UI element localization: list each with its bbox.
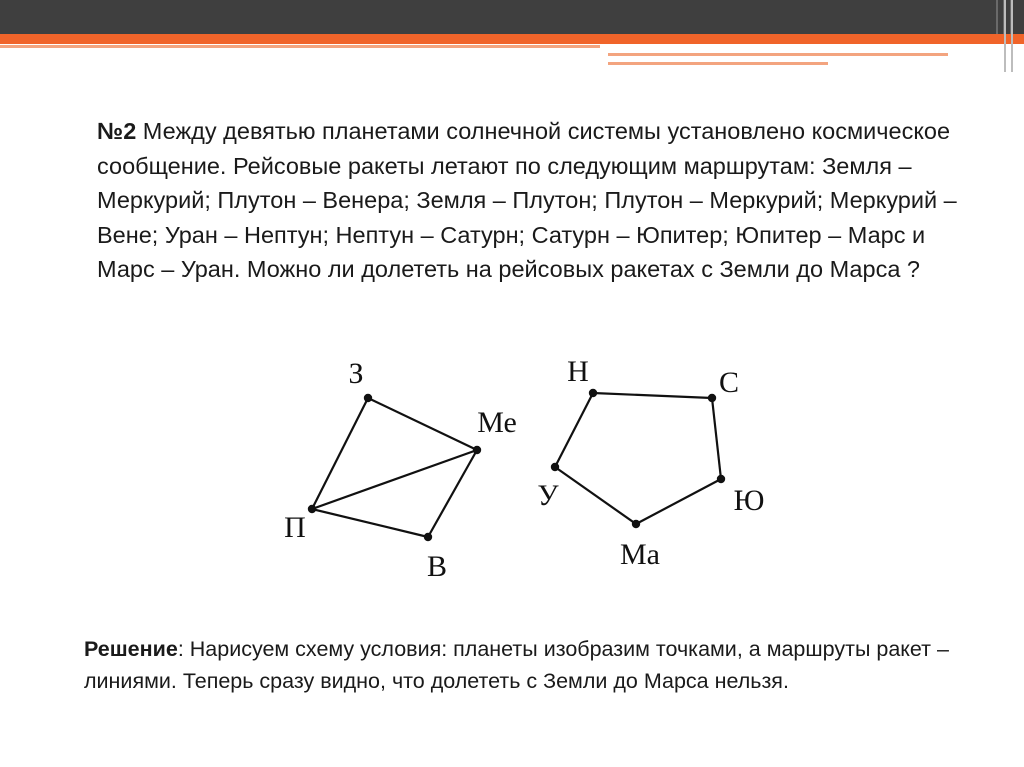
solution-text: [84, 634, 964, 697]
graph-node-p: [308, 505, 316, 513]
solution-label: Решение: [84, 637, 178, 661]
problem-number: №2: [97, 118, 137, 144]
graph-label-ma: Ма: [620, 538, 660, 571]
graph-label-u: У: [537, 479, 559, 512]
graph-edge-yu-ma: [636, 479, 721, 524]
problem-body: Между девятью планетами солнечной системы установлено космическое сообщение. Рейсовые ракеты летают по следующим маршрутам: Земля – Меркурий; Плутон – Венера; Земля – Плутон; Плутон – Меркурий; Меркурий – Вене; Уран – Нептун; Нептун – Сатурн; Сатурн – Юпитер; Юпитер – Марс и Марс – Уран. Можно ли долететь на рейсовых ракетах с Земли до Марса ?: [97, 118, 957, 282]
graph-node-s: [708, 394, 716, 402]
graph-edge-s-yu: [712, 398, 721, 479]
graph-label-p: П: [284, 511, 306, 544]
graph-labels: [284, 355, 764, 583]
graph-label-z: З: [348, 357, 364, 390]
graph-node-z: [364, 394, 372, 402]
graph-node-n: [589, 389, 597, 397]
graph-label-me: Ме: [477, 406, 517, 439]
graph-node-me: [473, 446, 481, 454]
solution-body: : Нарисуем схему условия: планеты изобразим точками, а маршруты ракет – линиями. Теперь сразу видно, что долететь с Земли до Марса нельзя.: [84, 637, 949, 693]
graph-edge-ma-u: [555, 467, 636, 524]
graph-edge-p-v: [312, 509, 428, 537]
graph-node-u: [551, 463, 559, 471]
graph-node-v: [424, 533, 432, 541]
graph-edge-z-me: [368, 398, 477, 450]
graph-edge-me-v: [428, 450, 477, 537]
graph-label-v: В: [426, 550, 448, 583]
graph-node-yu: [717, 475, 725, 483]
graph-label-yu: Ю: [733, 484, 765, 517]
graph-node-ma: [632, 520, 640, 528]
graph-label-s: С: [718, 366, 740, 399]
graph-label-n: Н: [567, 355, 589, 388]
graph-edge-u-n: [555, 393, 593, 467]
graph-edge-n-s: [593, 393, 712, 398]
